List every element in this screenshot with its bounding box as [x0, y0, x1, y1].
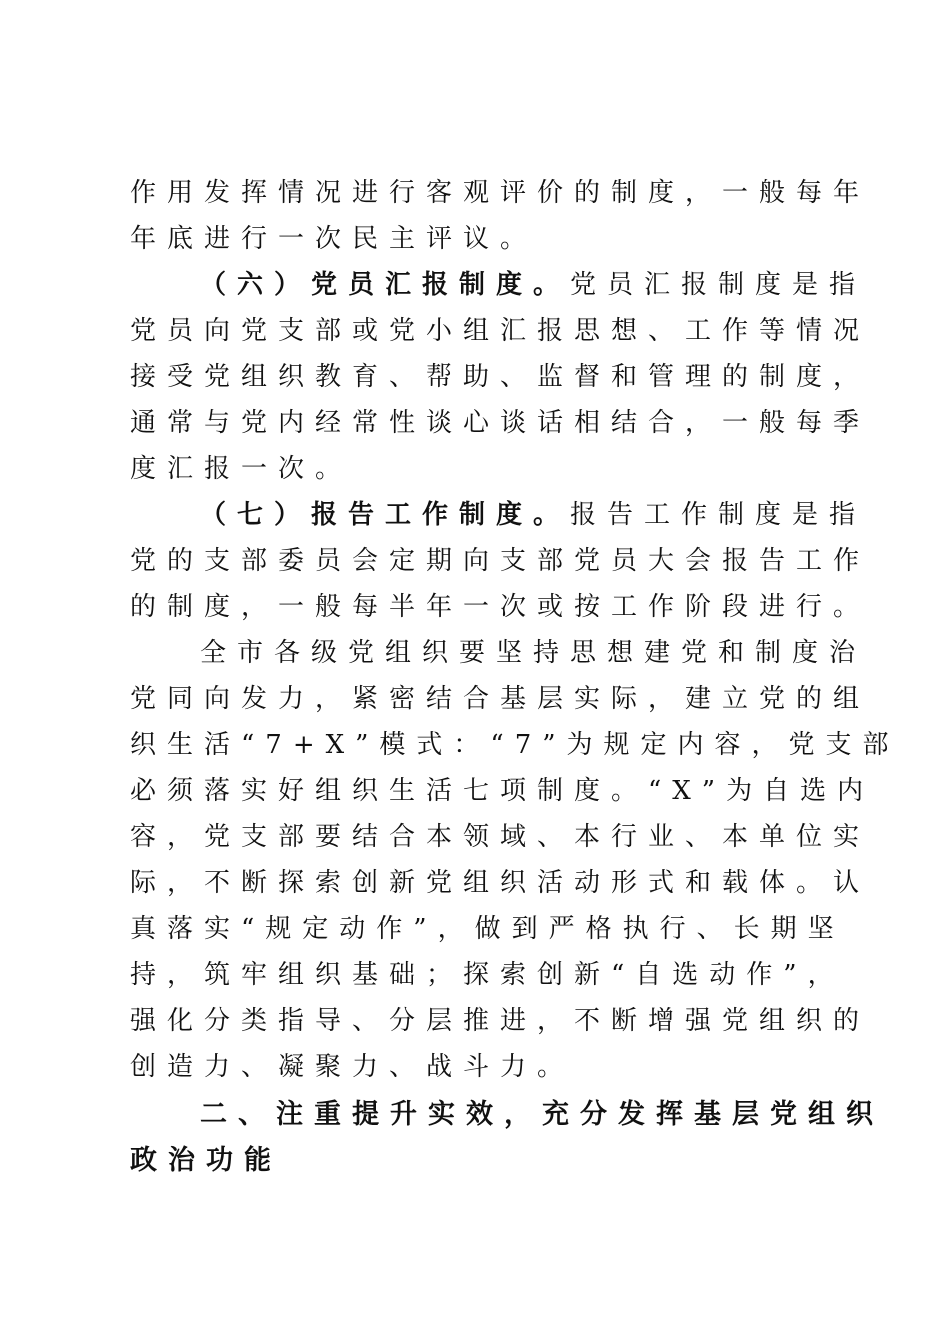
text-line-9: 党的支部委员会定期向支部党员大会报告工作	[130, 546, 871, 576]
text-line-10: 的制度，一般每半年一次或按工作阶段进行。	[130, 592, 871, 622]
text-line-20: 创造力、凝聚力、战斗力。	[130, 1052, 575, 1082]
text-line-1: 作用发挥情况进行客观评价的制度，一般每年	[130, 178, 871, 208]
section-heading-line-2: 政治功能	[130, 1145, 282, 1176]
text-line-18: 持，筑牢组织基础；探索创新“自选动作”，	[130, 960, 845, 990]
section-7-text: 报告工作制度是指	[570, 500, 867, 530]
section-7-title: （七）报告工作制度。	[200, 500, 571, 530]
text-line-2: 年底进行一次民主评议。	[130, 224, 538, 254]
text-line-5: 接受党组织教育、帮助、监督和管理的制度，	[130, 362, 871, 392]
section-6-title: （六）党员汇报制度。	[200, 270, 571, 300]
text-line-12: 党同向发力，紧密结合基层实际，建立党的组	[130, 684, 871, 714]
text-line-8	[130, 492, 867, 538]
text-line-14: 必须落实好组织生活七项制度。“X”为自选内	[130, 776, 875, 806]
text-line-17: 真落实“规定动作”，做到严格执行、长期坚	[130, 914, 845, 944]
text-line-15: 容，党支部要结合本领域、本行业、本单位实	[130, 822, 871, 852]
text-line-11: 全市各级党组织要坚持思想建党和制度治	[200, 638, 867, 668]
text-line-16: 际，不断探索创新党组织活动形式和载体。认	[130, 868, 871, 898]
text-line-4: 党员向党支部或党小组汇报思想、工作等情况	[130, 316, 871, 346]
text-line-7: 度汇报一次。	[130, 454, 353, 484]
text-line-6: 通常与党内经常性谈心谈话相结合，一般每季	[130, 408, 871, 438]
text-line-13: 织生活“7+X”模式：“7”为规定内容，党支部	[130, 730, 900, 760]
section-heading-line-1: 二、注重提升实效，充分发挥基层党组织	[200, 1099, 884, 1130]
text-line-19: 强化分类指导、分层推进，不断增强党组织的	[130, 1006, 871, 1036]
section-6-text: 党员汇报制度是指	[570, 270, 867, 300]
text-line-3	[130, 262, 867, 308]
